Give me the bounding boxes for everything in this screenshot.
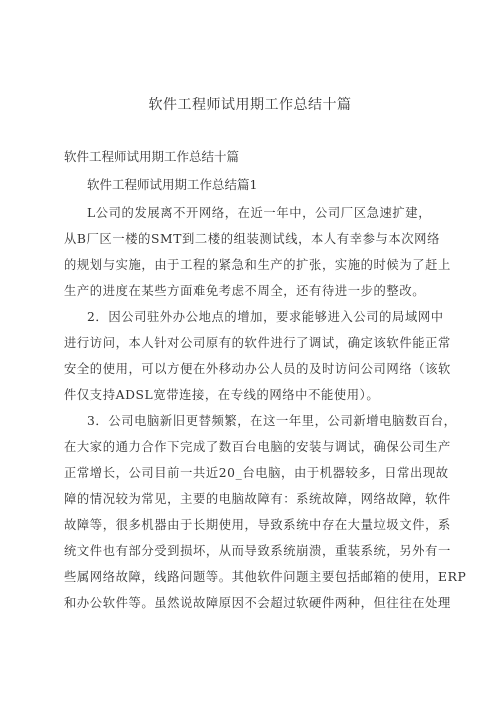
paragraph-line: 件仅支持ADSL宽带连接，在专线的网络中不能使用）。 [64, 388, 380, 402]
paragraph-line: 进行访问，本人针对公司原有的软件进行了调试，确定该软件能正常 [64, 336, 451, 350]
document-title: 软件工程师试用期工作总结十篇 [148, 97, 352, 113]
paragraph-line: 在大家的通力合作下完成了数百台电脑的安装与调试，确保公司生产 [64, 440, 451, 454]
paragraph-line: 从B厂区一楼的SMT到二楼的组装测试线，本人有幸参与本次网络 [64, 232, 440, 246]
paragraph-line: 正常增长，公司目前一共近20_台电脑，由于机器较多，日常出现故 [64, 466, 449, 480]
paragraph-line: 安全的使用，可以方便在外移动办公人员的及时访问公司网络（该软 [64, 362, 451, 376]
paragraph-line: 和办公软件等。虽然说故障原因不会超过软硬件两种，但往往在处理 [64, 596, 451, 610]
paragraph-line: L公司的发展离不开网络，在近一年中，公司厂区急速扩建， [87, 206, 432, 220]
paragraph-line: 故障等，很多机器由于长期使用，导致系统中存在大量垃圾文件，系 [64, 518, 451, 532]
document-subtitle: 软件工程师试用期工作总结十篇 [64, 149, 240, 164]
paragraph-line: 的规划与实施，由于工程的紧急和生产的扩张，实施的时候为了赶上 [64, 258, 451, 272]
paragraph-line: 些属网络故障，线路问题等。其他软件问题主要包括邮箱的使用，ERP [64, 570, 467, 584]
paragraph-line: 3．公司电脑新旧更替频繁，在这一年里，公司新增电脑数百台， [87, 414, 457, 428]
paragraph-line: 障的情况较为常见，主要的电脑故障有：系统故障，网络故障，软件 [64, 492, 451, 506]
paragraph-line: 统文件也有部分受到损坏，从而导致系统崩溃，重装系统，另外有一 [64, 544, 451, 558]
paragraph-line: 生产的进度在某些方面难免考虑不周全，还有待进一步的整改。 [64, 284, 426, 298]
paragraph-line: 2．因公司驻外办公地点的增加，要求能够进入公司的局域网中 [87, 310, 444, 324]
article-heading: 软件工程师试用期工作总结篇1 [87, 177, 258, 192]
